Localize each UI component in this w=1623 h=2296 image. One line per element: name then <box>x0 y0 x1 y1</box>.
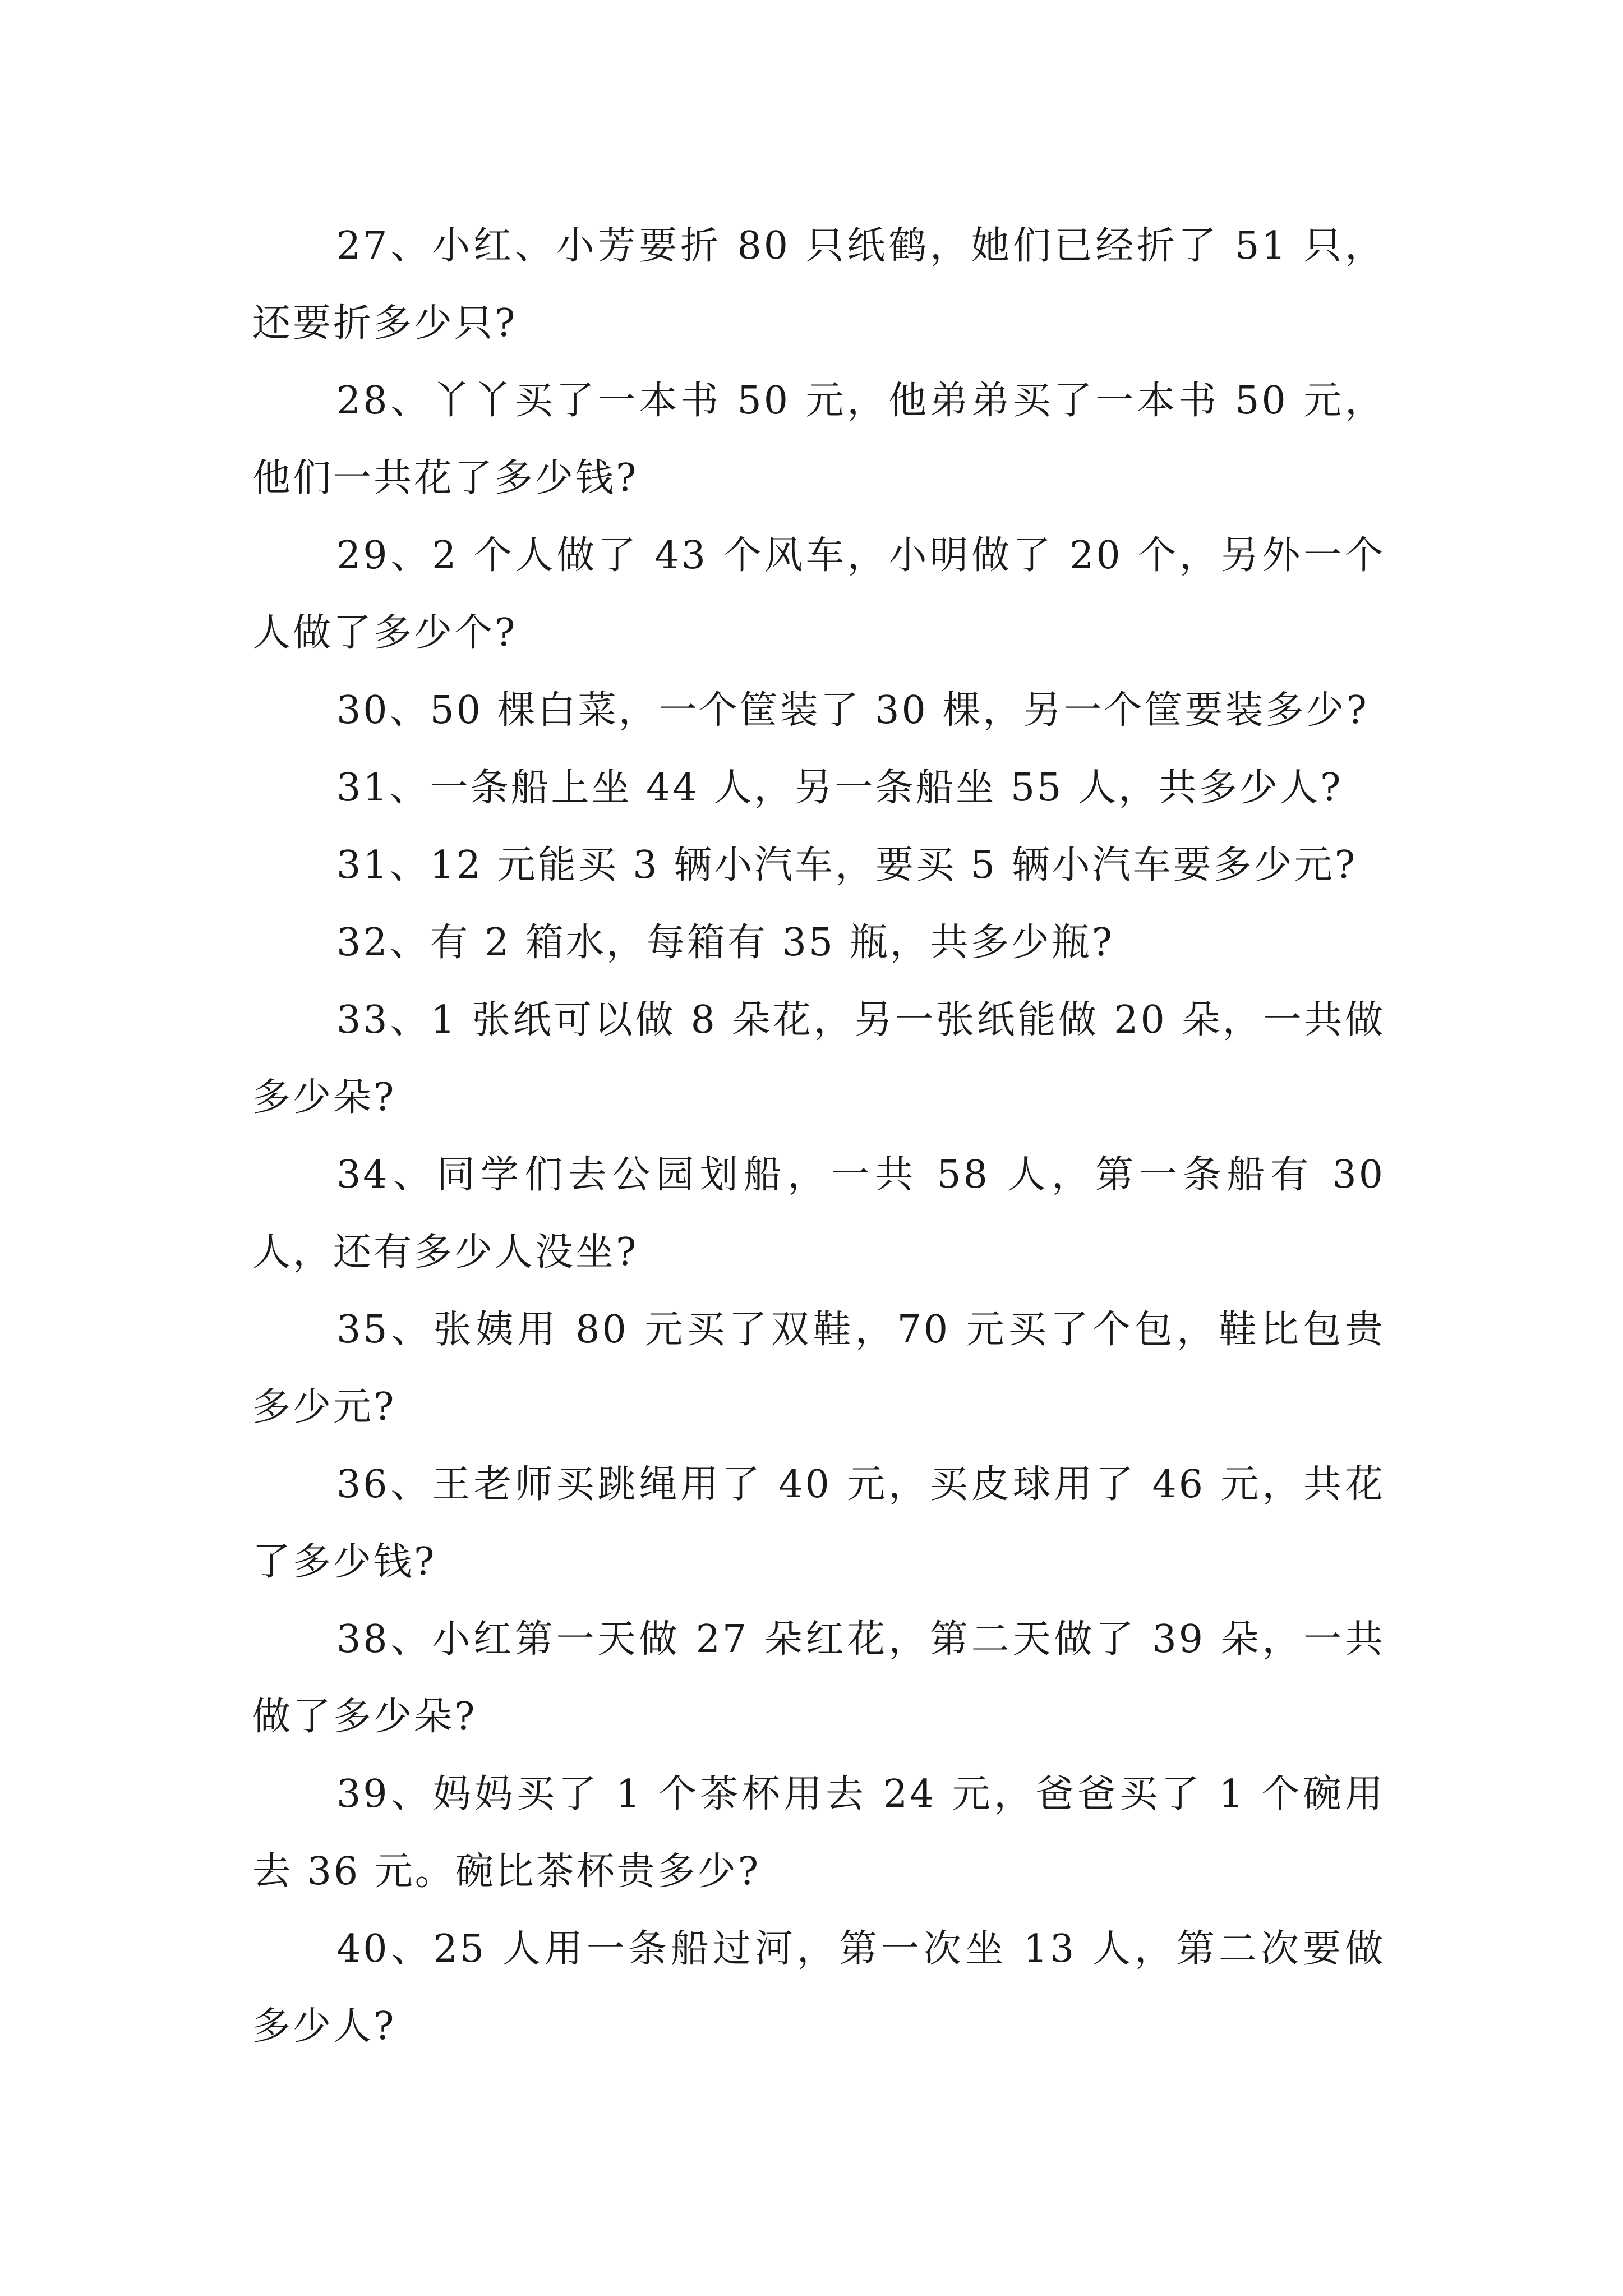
problem-31a: 31、一条船上坐 44 人，另一条船坐 55 人，共多少人? <box>336 766 1343 810</box>
problem-30: 30、50 棵白菜，一个筐装了 30 棵，另一个筐要装多少? <box>336 688 1369 733</box>
problem-35: 35、张姨用 80 元买了双鞋，70 元买了个包，鞋比包贵多少元? <box>252 1308 1385 1429</box>
problem-27: 27、小红、小芳要折 80 只纸鹤，她们已经折了 51 只，还要折多少只? <box>252 224 1385 346</box>
problem-34: 34、同学们去公园划船，一共 58 人，第一条船有 30 人，还有多少人没坐? <box>252 1153 1385 1274</box>
problem-29: 29、2 个人做了 43 个风车，小明做了 20 个，另外一个人做了多少个? <box>252 533 1385 655</box>
problem-28: 28、丫丫买了一本书 50 元，他弟弟买了一本书 50 元，他们一共花了多少钱? <box>252 379 1385 500</box>
problem-38: 38、小红第一天做 27 朵红花，第二天做了 39 朵，一共做了多少朵? <box>252 1617 1385 1739</box>
problem-32: 32、有 2 箱水，每箱有 35 瓶，共多少瓶? <box>336 921 1115 965</box>
problem-31b: 31、12 元能买 3 辆小汽车，要买 5 辆小汽车要多少元? <box>336 843 1358 887</box>
problem-36: 36、王老师买跳绳用了 40 元，买皮球用了 46 元，共花了多少钱? <box>252 1462 1385 1584</box>
problem-39: 39、妈妈买了 1 个茶杯用去 24 元，爸爸买了 1 个碗用去 36 元。碗比茶杯贵多少? <box>252 1772 1385 1894</box>
problem-40: 40、25 人用一条船过河，第一次坐 13 人，第二次要做多少人? <box>252 1927 1385 2049</box>
problem-list <box>252 208 1385 2065</box>
problem-33: 33、1 张纸可以做 8 朵花，另一张纸能做 20 朵，一共做多少朵? <box>252 998 1385 1120</box>
